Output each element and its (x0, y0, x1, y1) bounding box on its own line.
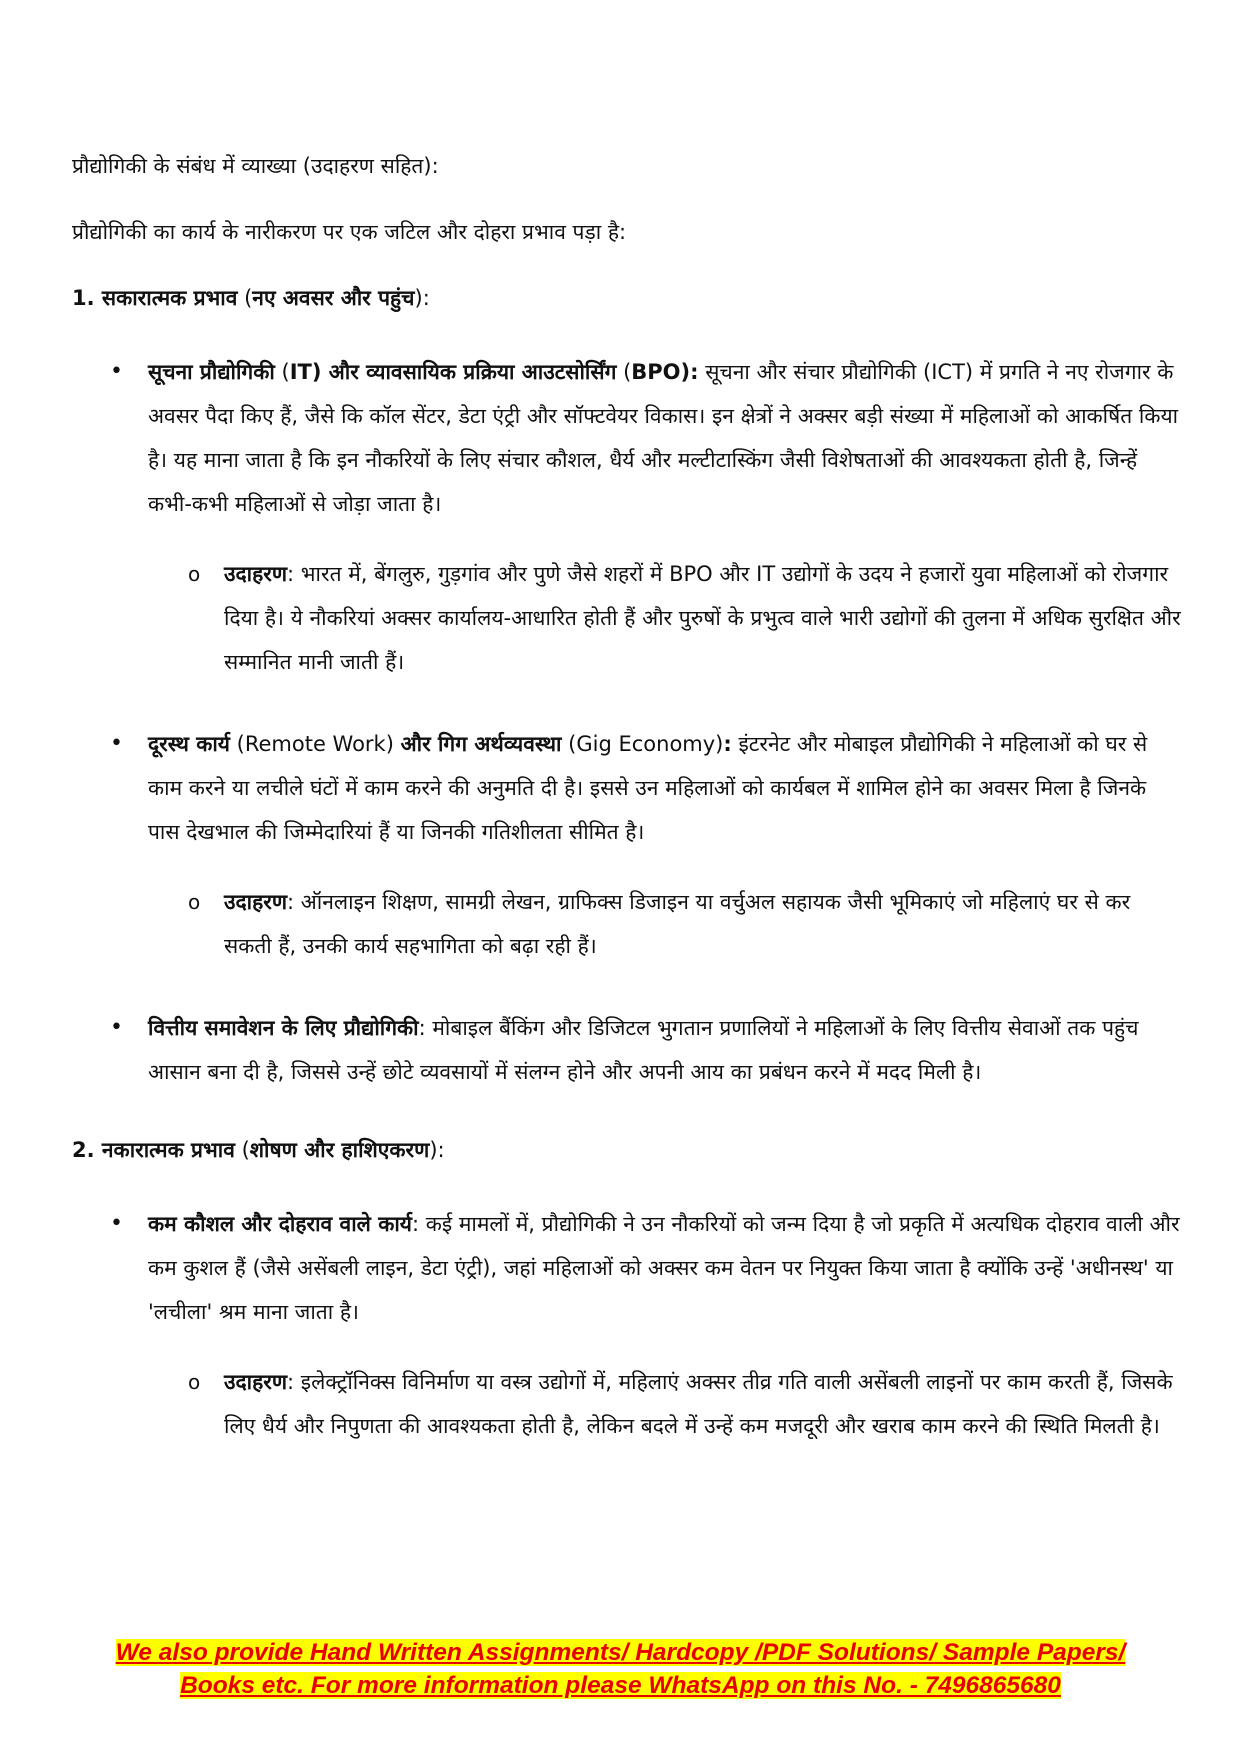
document-body (72, 148, 1182, 1486)
list-item: • वित्तीय समावेशन के लिए प्रौद्योगिकी: मोबाइल बैंकिंग और डिजिटल भुगतान प्रणालियों ने महिलाओं के लिए वित्तीय सेवाओं तक पहुंच आसान बना दी है, जिससे उन्हें छोटे व्यवसायों में संलग्न होने और अपनी आय का प्रबंधन करने में मदद मिली है। (72, 1006, 1182, 1094)
list-item: • कम कौशल और दोहराव वाले कार्य: कई मामलों में, प्रौद्योगिकी ने उन नौकरियों को जन्म दिया है जो प्रकृति में अत्यधिक दोहराव वाली और कम कुशल हैं (जैसे असेंबली लाइन, डेटा एंट्री), जहां महिलाओं को अक्सर कम वेतन पर नियुक्त किया जाता है क्योंकि उन्हें 'अधीनस्थ' या 'लचीला' श्रम माना जाता है। o उदाहरण: इलेक्ट्रॉनिक्स विनिर्माण या वस्त्र उद्योगों में, महिलाएं अक्सर तीव्र गति वाली असेंबली लाइनों पर काम करती हैं, जिसके लिए धैर्य और निपुणता की आवश्यकता होती है, लेकिन बदले में उन्हें कम मजदूरी और खराब काम करने की स्थिति मिलती है। (72, 1202, 1182, 1448)
example-list (148, 1360, 1182, 1448)
bullet-icon: • (110, 1015, 123, 1040)
example-item: o उदाहरण: इलेक्ट्रॉनिक्स विनिर्माण या वस्त्र उद्योगों में, महिलाएं अक्सर तीव्र गति वाली असेंबली लाइनों पर काम करती हैं, जिसके लिए धैर्य और निपुणता की आवश्यकता होती है, लेकिन बदले में उन्हें कम मजदूरी और खराब काम करने की स्थिति मिलती है। (148, 1360, 1182, 1448)
promo-footer (40, 1636, 1201, 1702)
example-item: o उदाहरण: भारत में, बेंगलुरु, गुड़गांव और पुणे जैसे शहरों में BPO और IT उद्योगों के उदय ने हजारों युवा महिलाओं को रोजगार दिया है। ये नौकरियां अक्सर कार्यालय-आधारित होती हैं और पुरुषों के प्रभुत्व वाले भारी उद्योगों की तुलना में अधिक सुरक्षित और सम्मानित मानी जाती हैं। (148, 552, 1182, 684)
example-list (148, 880, 1182, 968)
promo-line-2: Books etc. For more information please WhatsApp on this No. - 7496865680 (180, 1672, 1061, 1699)
section-heading-negative: 2. नकारात्मक प्रभाव (शोषण और हाशिएकरण): (72, 1138, 445, 1162)
section-heading-positive: 1. सकारात्मक प्रभाव (नए अवसर और पहुंच): (72, 286, 430, 310)
list-item: • सूचना प्रौद्योगिकी (IT) और व्यावसायिक प्रक्रिया आउटसोर्सिंग (BPO): सूचना और संचार प्रौद्योगिकी (ICT) में प्रगति ने नए रोजगार के अवसर पैदा किए हैं, जैसे कि कॉल सेंटर, डेटा एंट्री और सॉफ्टवेयर विकास। इन क्षेत्रों ने अक्सर बड़ी संख्या में महिलाओं को आकर्षित किया है। यह माना जाता है कि इन नौकरियों के लिए संचार कौशल, धैर्य और मल्टीटास्किंग जैसी विशेषताओं की आवश्यकता होती है, जिन्हें कभी-कभी महिलाओं से जोड़ा जाता है। o उदाहरण: भारत में, बेंगलुरु, गुड़गांव और पुणे जैसे शहरों में BPO और IT उद्योगों के उदय ने हजारों युवा महिलाओं को रोजगार दिया है। ये नौकरियां अक्सर कार्यालय-आधारित होती हैं और पुरुषों के प्रभुत्व वाले भारी उद्योगों की तुलना में अधिक सुरक्षित और सम्मानित मानी जाती हैं। (72, 350, 1182, 684)
bullet-icon: • (110, 731, 123, 756)
example-list (148, 552, 1182, 684)
promo-line-1: We also provide Hand Written Assignments/ Hardcopy /PDF Solutions/ Sample Papers/ (115, 1639, 1126, 1666)
positive-impact-list (72, 350, 1182, 1094)
bullet-icon: • (110, 1211, 123, 1236)
example-item: o उदाहरण: ऑनलाइन शिक्षण, सामग्री लेखन, ग्राफिक्स डिजाइन या वर्चुअल सहायक जैसी भूमिकाएं जो महिलाएं घर से कर सकती हैं, उनकी कार्य सहभागिता को बढ़ा रही हैं। (148, 880, 1182, 968)
circle-bullet-icon: o (188, 890, 201, 914)
circle-bullet-icon: o (188, 1370, 201, 1394)
intro-paragraph: प्रौद्योगिकी का कार्य के नारीकरण पर एक जटिल और दोहरा प्रभाव पड़ा है: (72, 220, 627, 244)
circle-bullet-icon: o (188, 562, 201, 586)
negative-impact-list (72, 1202, 1182, 1448)
bullet-icon: • (110, 359, 123, 384)
list-item: • दूरस्थ कार्य (Remote Work) और गिग अर्थव्यवस्था (Gig Economy): इंटरनेट और मोबाइल प्रौद्योगिकी ने महिलाओं को घर से काम करने या लचीले घंटों में काम करने की अनुमति दी है। इससे उन महिलाओं को कार्यबल में शामिल होने का अवसर मिला है जिनके पास देखभाल की जिम्मेदारियां हैं या जिनकी गतिशीलता सीमित है। o उदाहरण: ऑनलाइन शिक्षण, सामग्री लेखन, ग्राफिक्स डिजाइन या वर्चुअल सहायक जैसी भूमिकाएं जो महिलाएं घर से कर सकती हैं, उनकी कार्य सहभागिता को बढ़ा रही हैं। (72, 722, 1182, 968)
document-title: प्रौद्योगिकी के संबंध में व्याख्या (उदाहरण सहित): (72, 154, 439, 178)
